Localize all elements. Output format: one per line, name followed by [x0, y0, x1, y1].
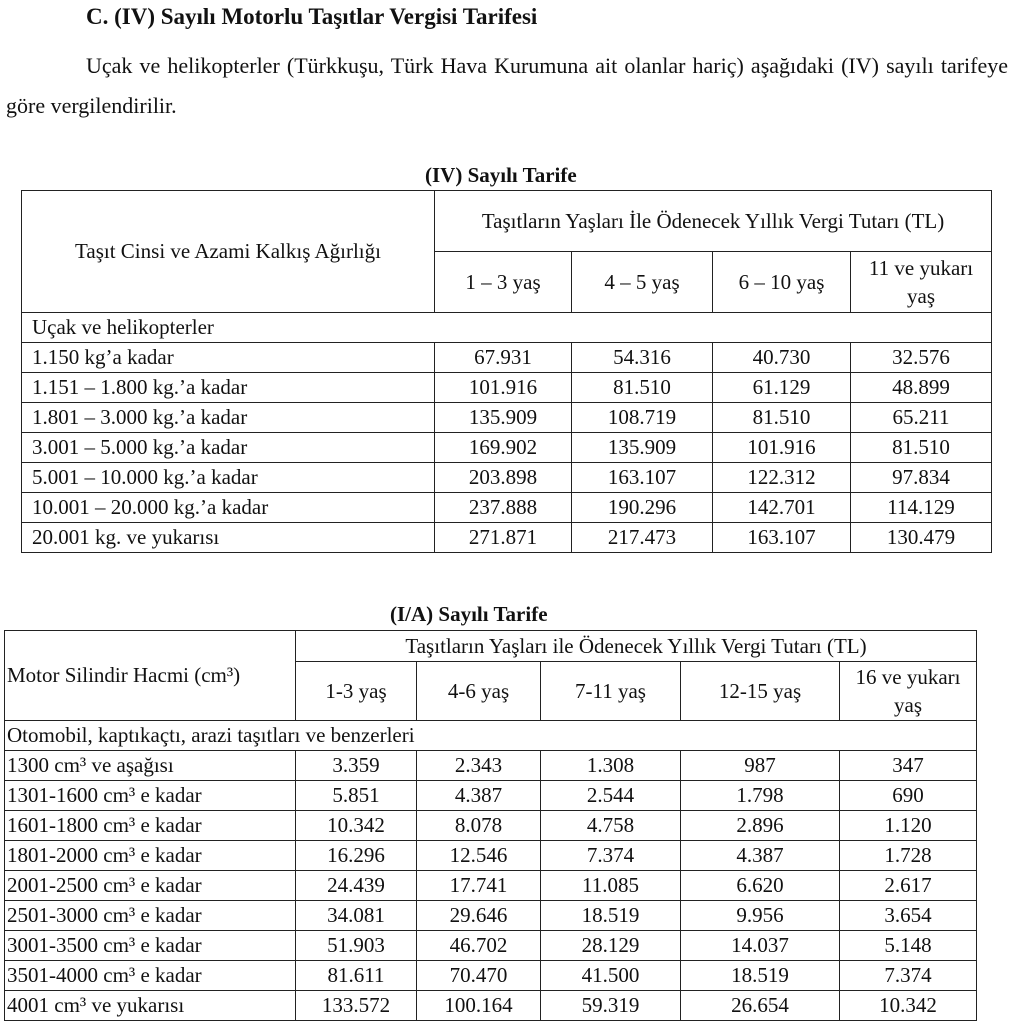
tax-amount-cell: 190.296 — [572, 493, 713, 523]
table-row — [22, 343, 992, 373]
tax-amount-cell: 101.916 — [435, 373, 572, 403]
table-row — [22, 463, 992, 493]
tax-amount-cell: 12.546 — [417, 841, 541, 871]
row-label: 3001-3500 cm³ e kadar — [5, 931, 296, 961]
tax-amount-cell: 48.899 — [851, 373, 992, 403]
tax-amount-cell: 108.719 — [572, 403, 713, 433]
tax-amount-cell: 347 — [840, 751, 977, 781]
intro-paragraph: Uçak ve helikopterler (Türkkuşu, Türk Hava Kurumuna ait olanlar hariç) aşağıdaki (IV) sayılı tarifeye göre vergilendirilir. — [6, 53, 1008, 118]
row-label: 10.001 – 20.000 kg.’a kadar — [22, 493, 435, 523]
table-row — [5, 871, 977, 901]
tax-amount-cell: 7.374 — [541, 841, 681, 871]
tax-amount-cell: 203.898 — [435, 463, 572, 493]
table-row — [5, 961, 977, 991]
age-column-header: 7-11 yaş — [541, 662, 681, 721]
tax-amount-cell: 11.085 — [541, 871, 681, 901]
tax-amount-cell: 135.909 — [435, 403, 572, 433]
row-label: 1.150 kg’a kadar — [22, 343, 435, 373]
tax-amount-cell: 163.107 — [713, 523, 851, 553]
row-header: Motor Silindir Hacmi (cm³) — [5, 631, 296, 721]
tax-amount-cell: 1.798 — [681, 781, 840, 811]
tax-amount-cell: 163.107 — [572, 463, 713, 493]
row-label: 1.151 – 1.800 kg.’a kadar — [22, 373, 435, 403]
tax-amount-cell: 4.758 — [541, 811, 681, 841]
tax-amount-cell: 2.896 — [681, 811, 840, 841]
tax-amount-cell: 18.519 — [681, 961, 840, 991]
tax-amount-cell: 217.473 — [572, 523, 713, 553]
table-ia-caption: (I/A) Sayılı Tarife — [390, 602, 548, 626]
tax-amount-cell: 1.728 — [840, 841, 977, 871]
group-header: Taşıtların Yaşları İle Ödenecek Yıllık Vergi Tutarı (TL) — [435, 191, 992, 252]
table-row — [22, 523, 992, 553]
tax-amount-cell: 51.903 — [296, 931, 417, 961]
row-label: 1801-2000 cm³ e kadar — [5, 841, 296, 871]
tax-amount-cell: 6.620 — [681, 871, 840, 901]
tax-amount-cell: 130.479 — [851, 523, 992, 553]
tax-amount-cell: 1.120 — [840, 811, 977, 841]
row-label: 5.001 – 10.000 kg.’a kadar — [22, 463, 435, 493]
tax-amount-cell: 65.211 — [851, 403, 992, 433]
tax-amount-cell: 14.037 — [681, 931, 840, 961]
tax-amount-cell: 10.342 — [296, 811, 417, 841]
tax-amount-cell: 61.129 — [713, 373, 851, 403]
table-row — [22, 373, 992, 403]
table-row — [5, 931, 977, 961]
tax-amount-cell: 4.387 — [681, 841, 840, 871]
table-row — [5, 901, 977, 931]
group-header: Taşıtların Yaşları ile Ödenecek Yıllık Vergi Tutarı (TL) — [296, 631, 977, 662]
tax-amount-cell: 690 — [840, 781, 977, 811]
tax-amount-cell: 1.308 — [541, 751, 681, 781]
age-column-header: 12-15 yaş — [681, 662, 840, 721]
tax-amount-cell: 100.164 — [417, 991, 541, 1021]
tax-amount-cell: 3.359 — [296, 751, 417, 781]
age-column-header: 11 ve yukarı yaş — [851, 252, 992, 313]
row-label: 2501-3000 cm³ e kadar — [5, 901, 296, 931]
tax-amount-cell: 97.834 — [851, 463, 992, 493]
age-column-header: 4-6 yaş — [417, 662, 541, 721]
row-label: 3.001 – 5.000 kg.’a kadar — [22, 433, 435, 463]
row-label: 1301-1600 cm³ e kadar — [5, 781, 296, 811]
table-ia — [4, 630, 977, 1021]
tax-amount-cell: 59.319 — [541, 991, 681, 1021]
tax-amount-cell: 16.296 — [296, 841, 417, 871]
table-row — [22, 433, 992, 463]
tax-amount-cell: 2.617 — [840, 871, 977, 901]
tax-amount-cell: 40.730 — [713, 343, 851, 373]
tax-amount-cell: 7.374 — [840, 961, 977, 991]
tax-amount-cell: 54.316 — [572, 343, 713, 373]
tax-amount-cell: 237.888 — [435, 493, 572, 523]
row-label: 2001-2500 cm³ e kadar — [5, 871, 296, 901]
tax-amount-cell: 135.909 — [572, 433, 713, 463]
row-label: 1300 cm³ ve aşağısı — [5, 751, 296, 781]
table-iv-body — [22, 343, 992, 553]
table-row — [5, 991, 977, 1021]
table-row — [22, 403, 992, 433]
tax-amount-cell: 271.871 — [435, 523, 572, 553]
tax-amount-cell: 142.701 — [713, 493, 851, 523]
row-label: 1601-1800 cm³ e kadar — [5, 811, 296, 841]
tax-amount-cell: 81.611 — [296, 961, 417, 991]
age-column-header: 1-3 yaş — [296, 662, 417, 721]
tax-amount-cell: 2.343 — [417, 751, 541, 781]
table-row — [5, 751, 977, 781]
row-label: 4001 cm³ ve yukarısı — [5, 991, 296, 1021]
row-label: 20.001 kg. ve yukarısı — [22, 523, 435, 553]
tax-amount-cell: 2.544 — [541, 781, 681, 811]
tax-amount-cell: 114.129 — [851, 493, 992, 523]
tax-amount-cell: 4.387 — [417, 781, 541, 811]
table-ia-body — [5, 751, 977, 1021]
tax-amount-cell: 28.129 — [541, 931, 681, 961]
tax-amount-cell: 26.654 — [681, 991, 840, 1021]
tax-amount-cell: 67.931 — [435, 343, 572, 373]
tax-amount-cell: 5.851 — [296, 781, 417, 811]
table-row — [5, 781, 977, 811]
age-column-header: 1 – 3 yaş — [435, 252, 572, 313]
section-label: Otomobil, kaptıkaçtı, arazi taşıtları ve benzerleri — [5, 721, 977, 751]
table-row — [22, 493, 992, 523]
tax-amount-cell: 46.702 — [417, 931, 541, 961]
tax-amount-cell: 3.654 — [840, 901, 977, 931]
tax-amount-cell: 10.342 — [840, 991, 977, 1021]
row-label: 3501-4000 cm³ e kadar — [5, 961, 296, 991]
tax-amount-cell: 169.902 — [435, 433, 572, 463]
tax-amount-cell: 133.572 — [296, 991, 417, 1021]
row-header: Taşıt Cinsi ve Azami Kalkış Ağırlığı — [22, 191, 435, 313]
tax-amount-cell: 70.470 — [417, 961, 541, 991]
tax-amount-cell: 101.916 — [713, 433, 851, 463]
age-column-header: 16 ve yukarı yaş — [840, 662, 977, 721]
table-iv-caption: (IV) Sayılı Tarife — [425, 163, 577, 187]
tax-amount-cell: 8.078 — [417, 811, 541, 841]
age-column-header: 4 – 5 yaş — [572, 252, 713, 313]
tax-amount-cell: 18.519 — [541, 901, 681, 931]
table-row — [5, 811, 977, 841]
tax-amount-cell: 81.510 — [713, 403, 851, 433]
tax-amount-cell: 24.439 — [296, 871, 417, 901]
tax-amount-cell: 9.956 — [681, 901, 840, 931]
tax-amount-cell: 29.646 — [417, 901, 541, 931]
tax-amount-cell: 5.148 — [840, 931, 977, 961]
tax-amount-cell: 987 — [681, 751, 840, 781]
table-row — [5, 841, 977, 871]
tax-amount-cell: 34.081 — [296, 901, 417, 931]
tax-amount-cell: 41.500 — [541, 961, 681, 991]
tax-amount-cell: 122.312 — [713, 463, 851, 493]
tax-amount-cell: 81.510 — [572, 373, 713, 403]
section-label: Uçak ve helikopterler — [22, 313, 992, 343]
tax-amount-cell: 81.510 — [851, 433, 992, 463]
row-label: 1.801 – 3.000 kg.’a kadar — [22, 403, 435, 433]
tax-amount-cell: 32.576 — [851, 343, 992, 373]
age-column-header: 6 – 10 yaş — [713, 252, 851, 313]
table-iv — [21, 190, 992, 553]
tax-amount-cell: 17.741 — [417, 871, 541, 901]
section-heading: C. (IV) Sayılı Motorlu Taşıtlar Vergisi Tarifesi — [86, 4, 538, 29]
